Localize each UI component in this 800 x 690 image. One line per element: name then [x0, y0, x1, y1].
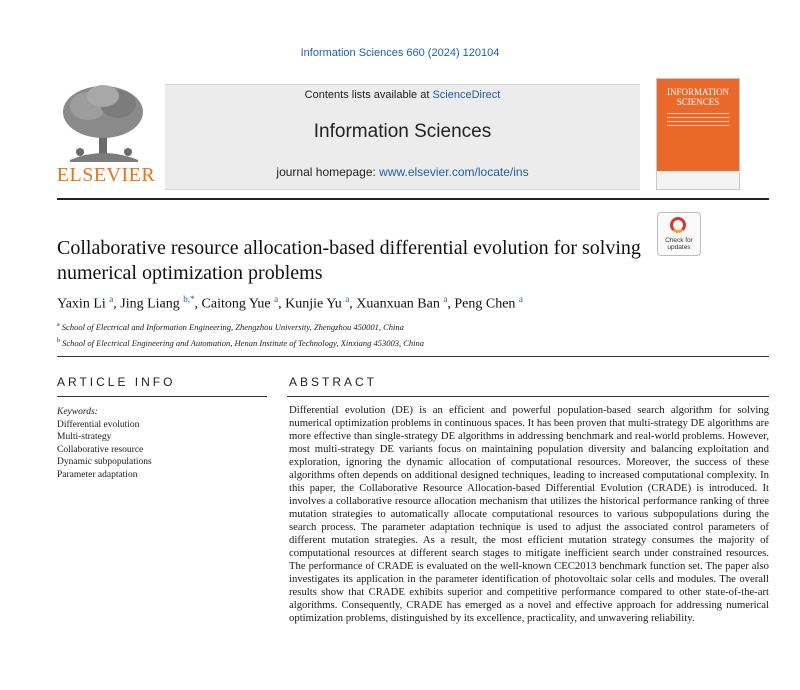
check-for-updates-button[interactable] — [657, 212, 701, 256]
abstract-heading: ABSTRACT — [289, 375, 378, 389]
affiliation-mark: b — [57, 337, 60, 344]
author-affil-mark[interactable]: b,* — [183, 294, 195, 304]
contents-prefix: Contents lists available at — [304, 89, 433, 101]
keyword: Parameter adaptation — [57, 469, 138, 480]
publisher-name: ELSEVIER — [56, 164, 156, 186]
affiliation-mark: a — [57, 322, 60, 328]
journal-header — [50, 76, 770, 194]
keyword: Differential evolution — [57, 419, 140, 430]
sciencedirect-link[interactable]: ScienceDirect — [432, 89, 501, 101]
author-name[interactable]: Kunjie Yu — [285, 296, 342, 312]
author-affil-mark[interactable]: a — [109, 294, 114, 304]
contents-line — [165, 89, 640, 101]
cover-title: INFORMATION SCIENCES — [666, 87, 729, 107]
abstract-text: Differential evolution (DE) is an efficient and powerful population-based search algorithm for solving numerical optimization problems in continuous spaces. It has been proven that multi-strategy DE algorithms are more effective than single-strategy DE algorithms in addressing benchmark and real-world problems. However, most multi-strategy DE variants focus on maintaining population diversity and balancing exploitation and exploration, ignoring the dynamic allocation of computational resources. Moreover, the success of these algorithms often depends on additional designed techniques, leading to increased computational complexity. In this paper, the Collaborative Resource Allocation-based Differential Evolution (CRADE) is introduced. It involves a collaborative resource allocation mechanism that utilizes the historical performance ranking of three mutation strategies to automatically allocate computational resources to various subpopulations during the search process. The parameter adaptation technique is used to adjust the associated control parameters of different mutation strategies. As a result, the most efficient mutation strategy consumes the majority of computational resources at different search stages to mitigate inefficient search under constrained resources. The performance of CRADE is evaluated on the well-known CEC2013 benchmark function set. The paper also investigates its application in the parameter identification of photovoltaic solar cells and modules. The overall results show that CRADE exhibits superior and competitive performance compared to other state-of-the-art algorithms. Consequently, CRADE has emerged as a novel and effective approach for addressing numerical optimization problems, distinguished by its excellence, practicality, and unwavering reliability. — [289, 404, 769, 624]
affiliation-text: School of Electrical Engineering and Automation, Henan Institute of Technology, Xinxiang 453003, China — [62, 337, 425, 348]
cover-decoration — [667, 113, 729, 129]
keyword: Dynamic subpopulations — [57, 457, 152, 467]
affiliation-text: School of Electrical and Information Engineering, Zhengzhou University, Zhengzhou 450001, China — [61, 321, 404, 332]
author-affil-mark[interactable]: a — [274, 294, 279, 304]
journal-title: Information Sciences — [313, 121, 492, 142]
homepage-line — [165, 165, 640, 179]
header-rule — [57, 198, 769, 200]
author-name[interactable]: Caitong Yue — [201, 296, 271, 312]
journal-cover-image[interactable] — [656, 78, 740, 190]
keyword: Multi-strategy — [57, 432, 112, 442]
author-name[interactable]: Yaxin Li — [57, 296, 106, 312]
author-name[interactable]: Peng Chen — [454, 296, 516, 312]
keyword: Collaborative resource — [57, 444, 144, 455]
keywords-label: Keywords: — [57, 407, 98, 417]
article-info-rule — [57, 396, 267, 397]
journal-info-box — [165, 84, 640, 190]
author-affil-mark[interactable]: a — [443, 294, 448, 304]
journal-reference[interactable]: Information Sciences 660 (2024) 120104 — [300, 47, 500, 59]
article-info-heading: ARTICLE INFO — [57, 375, 176, 389]
abstract-rule — [287, 396, 769, 397]
section-rule — [57, 356, 769, 357]
keywords-list — [57, 406, 267, 481]
author-affil-mark[interactable]: a — [345, 294, 350, 304]
author-name[interactable]: Xuanxuan Ban — [356, 296, 440, 312]
author-name[interactable]: Jing Liang — [120, 296, 180, 312]
affiliation — [57, 318, 757, 334]
author-affil-mark[interactable]: a — [518, 294, 523, 304]
check-updates-label: Check for updates — [665, 237, 693, 251]
affiliation — [57, 334, 757, 350]
homepage-link[interactable]: www.elsevier.com/locate/ins — [379, 165, 529, 179]
affiliations — [57, 318, 757, 350]
check-updates-icon — [670, 217, 686, 233]
cover-footer — [657, 171, 739, 189]
homepage-prefix: journal homepage: — [276, 165, 380, 179]
paper-title: Collaborative resource allocation-based differential evolution for solving numerical optimization problems — [57, 237, 641, 284]
author-list: Yaxin Li $^a$, Jing Liang $^{b,*}$, Caitong Yue $^a$, Kunjie Yu $^a$, Xuanxuan Ban $^a$, Peng Chen $^a$ — [57, 294, 523, 312]
